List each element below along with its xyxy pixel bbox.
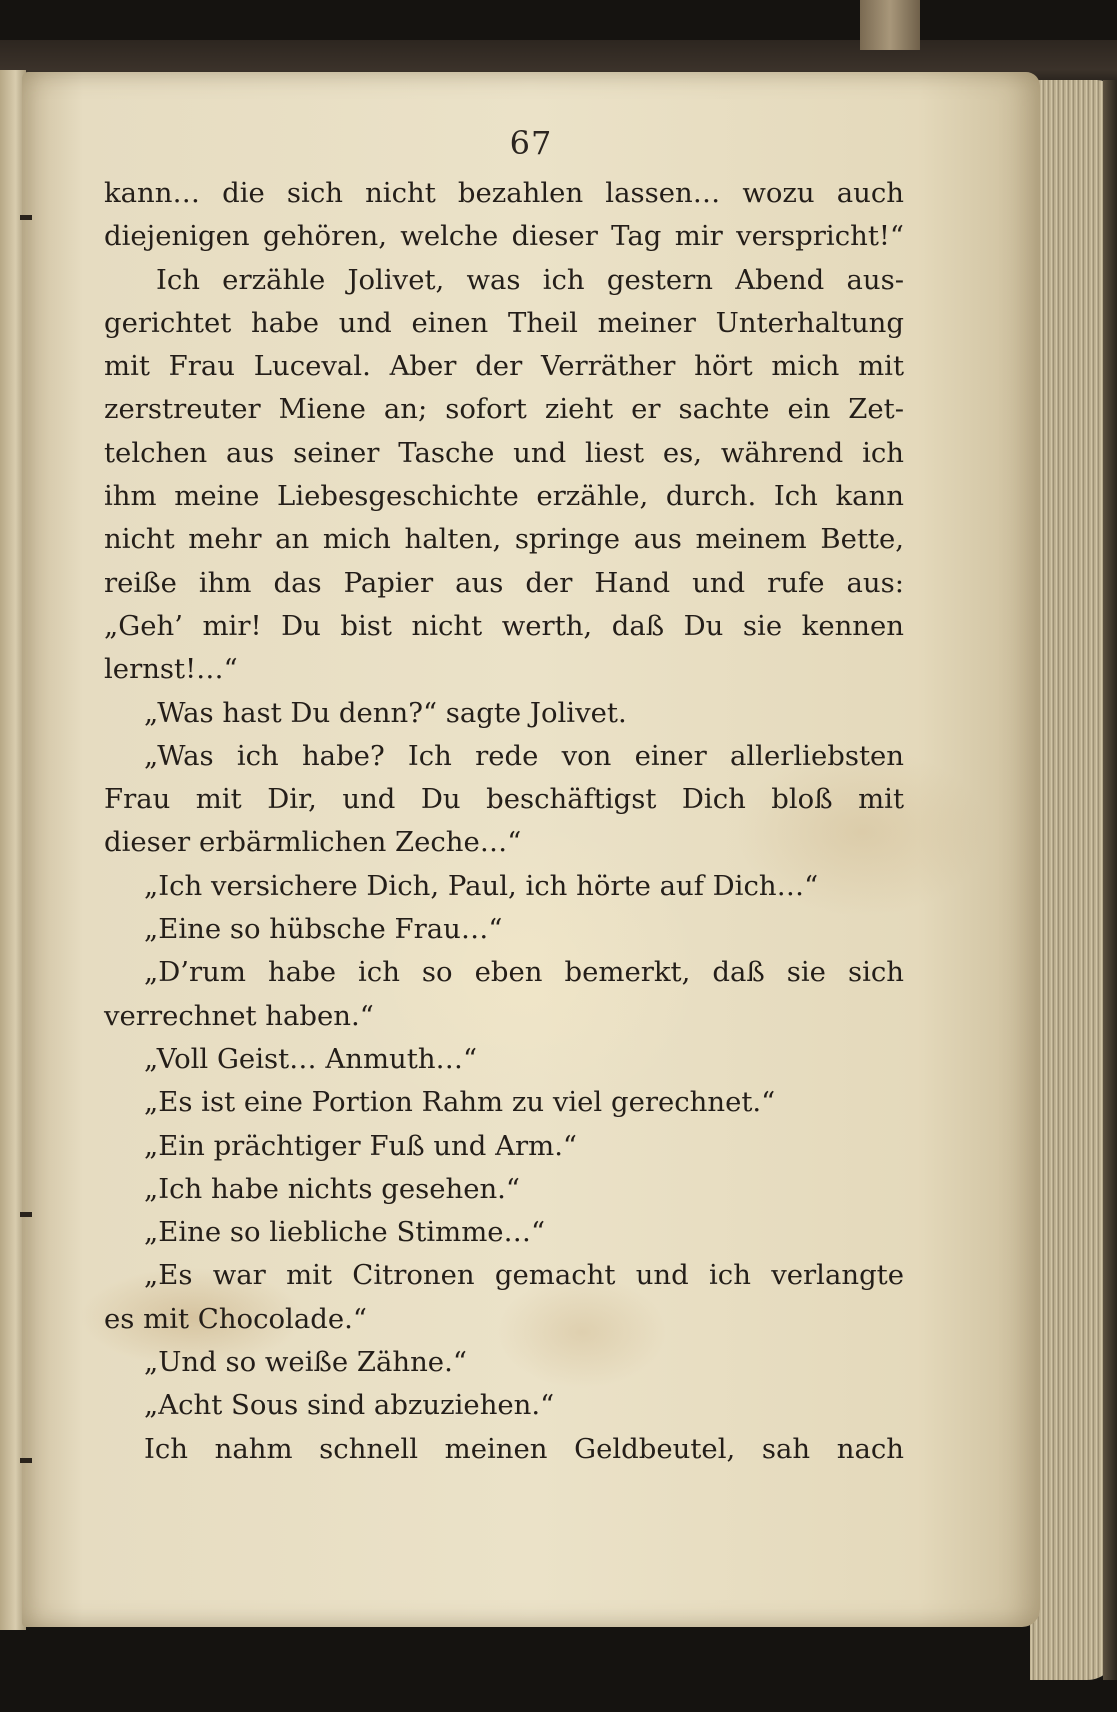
text-line: „Es war mit Citronen gemacht und ich verlangte — [144, 1259, 904, 1292]
text-line: telchen aus seiner Tasche und liest es, während ich — [104, 436, 904, 469]
text-line: „Ich habe nichts gesehen.“ — [144, 1172, 520, 1205]
text-line: ihm meine Liebesgeschichte erzähle, durch. Ich kann — [104, 480, 904, 513]
text-line: „Acht Sous sind abzuziehen.“ — [144, 1389, 555, 1422]
text-line: dieser erbärmlichen Zeche…“ — [104, 826, 522, 859]
text-line: Ich erzähle Jolivet, was ich gestern Abend aus- — [156, 263, 904, 296]
bookmark-strip — [860, 0, 920, 50]
book-page — [22, 72, 1040, 1627]
text-line: „Geh’ mir! Du bist nicht werth, daß Du sie kennen — [104, 609, 904, 642]
text-line: „Was ich habe? Ich rede von einer allerliebsten — [144, 739, 904, 772]
text-line: kann… die sich nicht bezahlen lassen… wozu auch — [104, 177, 904, 209]
text-line: „Ein prächtiger Fuß und Arm.“ — [144, 1129, 577, 1162]
margin-mark — [20, 215, 32, 220]
text-line: diejenigen gehören, welche dieser Tag mir verspricht!“ — [104, 220, 904, 253]
text-line: „Eine so hübsche Frau…“ — [144, 913, 503, 946]
text-line: „Und so weiße Zähne.“ — [144, 1346, 467, 1379]
page-text — [104, 172, 904, 1471]
text-line: „Was hast Du denn?“ sagte Jolivet. — [144, 696, 627, 729]
text-line: „Voll Geist… Anmuth…“ — [144, 1042, 478, 1075]
text-line: nicht mehr an mich halten, springe aus meinem Bette, — [104, 523, 904, 556]
margin-mark — [20, 1212, 32, 1217]
margin-mark — [20, 1458, 32, 1463]
text-line: gerichtet habe und einen Theil meiner Unterhaltung — [104, 306, 904, 339]
page-edges — [1030, 80, 1117, 1680]
text-line: „Es ist eine Portion Rahm zu viel gerechnet.“ — [144, 1086, 776, 1119]
text-line: Ich nahm schnell meinen Geldbeutel, sah nach — [144, 1432, 904, 1465]
text-line: verrechnet haben.“ — [104, 999, 374, 1032]
text-line: lernst!…“ — [104, 653, 238, 686]
text-line: reiße ihm das Papier aus der Hand und rufe aus: — [104, 566, 904, 599]
text-line: „Ich versichere Dich, Paul, ich hörte auf Dich…“ — [144, 869, 819, 902]
text-line: Frau mit Dir, und Du beschäftigst Dich bloß mit — [104, 783, 904, 816]
page-number: 67 — [509, 124, 553, 162]
text-line: „Eine so liebliche Stimme…“ — [144, 1216, 546, 1249]
text-line: mit Frau Luceval. Aber der Verräther hört mich mit — [104, 350, 904, 383]
text-line: es mit Chocolade.“ — [104, 1302, 367, 1335]
text-line: „D’rum habe ich so eben bemerkt, daß sie sich — [144, 956, 904, 989]
text-line: zerstreuter Miene an; sofort zieht er sachte ein Zet- — [104, 393, 904, 426]
